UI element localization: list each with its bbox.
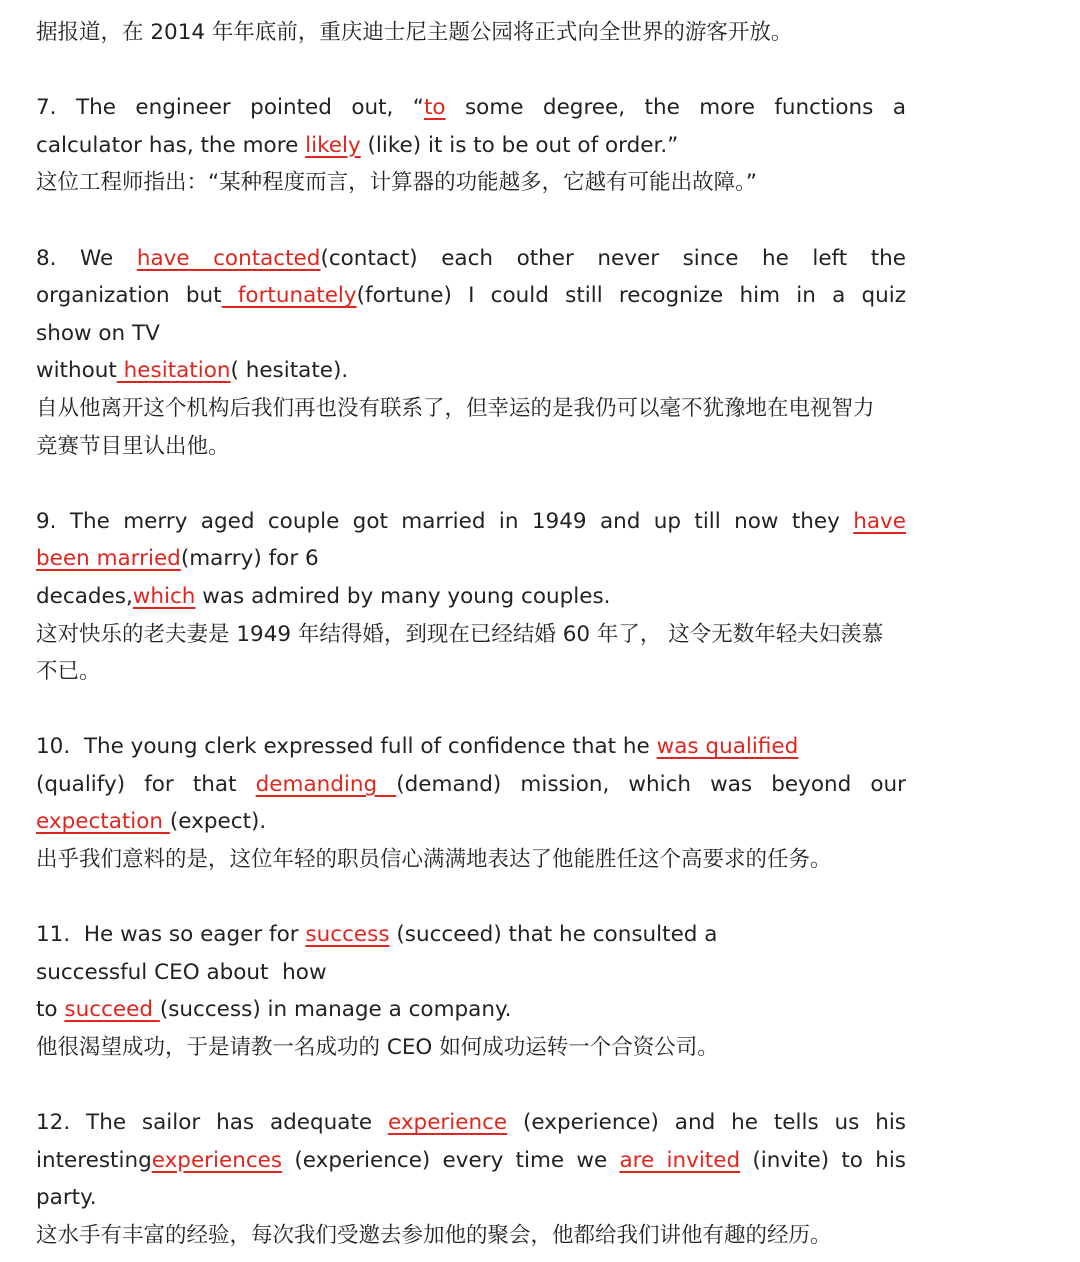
translation: 出乎我们意料的是，这位年轻的职员信心满满地表达了他能胜任这个高要求的任务。 <box>36 847 832 873</box>
sentence-line <box>36 127 906 165</box>
item-12 <box>36 1104 906 1254</box>
sentence-text: show on TV <box>36 320 160 346</box>
sentence-text: (fortune) I could still recognize him in a quiz <box>356 283 907 309</box>
translation: 这位工程师指出：“某种程度而言，计算器的功能越多，它越有可能出故障。” <box>36 170 758 196</box>
translation: 不已。 <box>36 659 101 685</box>
sentence-text: 8. We <box>36 245 137 271</box>
sentence-text: (like) it is to be out of order.” <box>360 132 679 158</box>
answer-blank: hesitation <box>116 358 231 384</box>
sentence-text: some degree, the more functions a <box>445 95 906 121</box>
item-9 <box>36 503 906 691</box>
answer-blank: which <box>132 583 196 609</box>
sentence-text: 9. The merry aged couple got married in 1949 and up till now they <box>36 508 854 534</box>
translation: 竞赛节目里认出他。 <box>36 433 230 459</box>
sentence-line <box>36 503 906 541</box>
sentence-text: ( hesitate). <box>230 358 349 384</box>
sentence-line <box>36 916 906 954</box>
answer-blank: have <box>853 508 906 534</box>
item-10 <box>36 728 906 878</box>
item-7 <box>36 89 906 202</box>
sentence-line <box>36 1179 906 1217</box>
item-11 <box>36 916 906 1066</box>
sentence-line <box>36 1104 906 1142</box>
sentence-line <box>36 89 906 127</box>
sentence-text: party. <box>36 1185 97 1211</box>
sentence-text: (invite) to his <box>740 1147 906 1173</box>
translation: 自从他离开这个机构后我们再也没有联系了，但幸运的是我仍可以毫不犹豫地在电视智力 <box>36 395 875 421</box>
answer-blank: been married <box>36 546 181 572</box>
intro-translation: 据报道，在 2014 年年底前，重庆迪士尼主题公园将正式向全世界的游客开放。 <box>36 20 793 45</box>
answer-blank: experience <box>387 1110 508 1136</box>
sentence-text: (experience) and he tells us his <box>507 1110 906 1136</box>
sentence-text: calculator has, the more <box>36 132 306 158</box>
sentence-text: (expect). <box>169 809 267 835</box>
sentence-text: (marry) for 6 <box>180 546 319 572</box>
sentence-text: successful CEO about how <box>36 959 327 985</box>
answer-blank: was qualified <box>656 734 799 760</box>
sentence-text: to <box>36 997 65 1023</box>
sentence-line <box>36 991 906 1029</box>
sentence-text: (experience) every time we <box>282 1147 620 1173</box>
answer-blank: demanding <box>255 771 397 797</box>
sentence-line <box>36 766 906 804</box>
answer-blank: experiences <box>151 1147 283 1173</box>
sentence-text: 10. The young clerk expressed full of confidence that he <box>36 734 657 760</box>
sentence-text: 7. The engineer pointed out, “ <box>36 95 424 121</box>
sentence-text: was admired by many young couples. <box>195 583 611 609</box>
answer-blank: expectation <box>36 809 170 835</box>
document-page <box>36 14 906 1255</box>
sentence-text: interesting <box>36 1147 152 1173</box>
answer-blank: are invited <box>619 1147 741 1173</box>
sentence-text: (success) in manage a company. <box>159 997 512 1023</box>
translation: 这对快乐的老夫妻是 1949 年结得婚，到现在已经结婚 60 年了， 这令无数年轻夫妇羡慕 <box>36 621 884 647</box>
sentence-text: (demand) mission, which was beyond our <box>396 771 906 797</box>
answer-blank: to <box>423 95 446 121</box>
sentence-text: 12. The sailor has adequate <box>36 1110 388 1136</box>
sentence-line <box>36 954 906 992</box>
sentence-text: organization but <box>36 283 222 309</box>
sentence-line <box>36 1142 906 1180</box>
sentence-text: decades, <box>36 583 133 609</box>
sentence-text: (succeed) that he consulted a <box>389 922 718 948</box>
translation: 他很渴望成功，于是请教一名成功的 CEO 如何成功运转一个合资公司。 <box>36 1035 719 1061</box>
sentence-line <box>36 728 906 766</box>
sentence-text: without <box>36 358 117 384</box>
sentence-text: (contact) each other never since he left the <box>320 245 906 271</box>
sentence-line <box>36 240 906 278</box>
translation: 这水手有丰富的经验，每次我们受邀去参加他的聚会，他都给我们讲他有趣的经历。 <box>36 1223 832 1248</box>
sentence-line <box>36 352 906 390</box>
answer-blank: succeed <box>64 997 160 1023</box>
sentence-line <box>36 578 906 616</box>
sentence-text: 11. He was so eager for <box>36 922 306 948</box>
answer-blank: likely <box>305 132 361 158</box>
sentence-line <box>36 540 906 578</box>
sentence-line <box>36 315 906 353</box>
item-8 <box>36 240 906 466</box>
sentence-text: (qualify) for that <box>36 771 256 797</box>
sentence-line <box>36 277 906 315</box>
answer-blank: have contacted <box>136 245 321 271</box>
answer-blank: fortunately <box>221 283 357 309</box>
sentence-line <box>36 803 906 841</box>
answer-blank: success <box>305 922 390 948</box>
